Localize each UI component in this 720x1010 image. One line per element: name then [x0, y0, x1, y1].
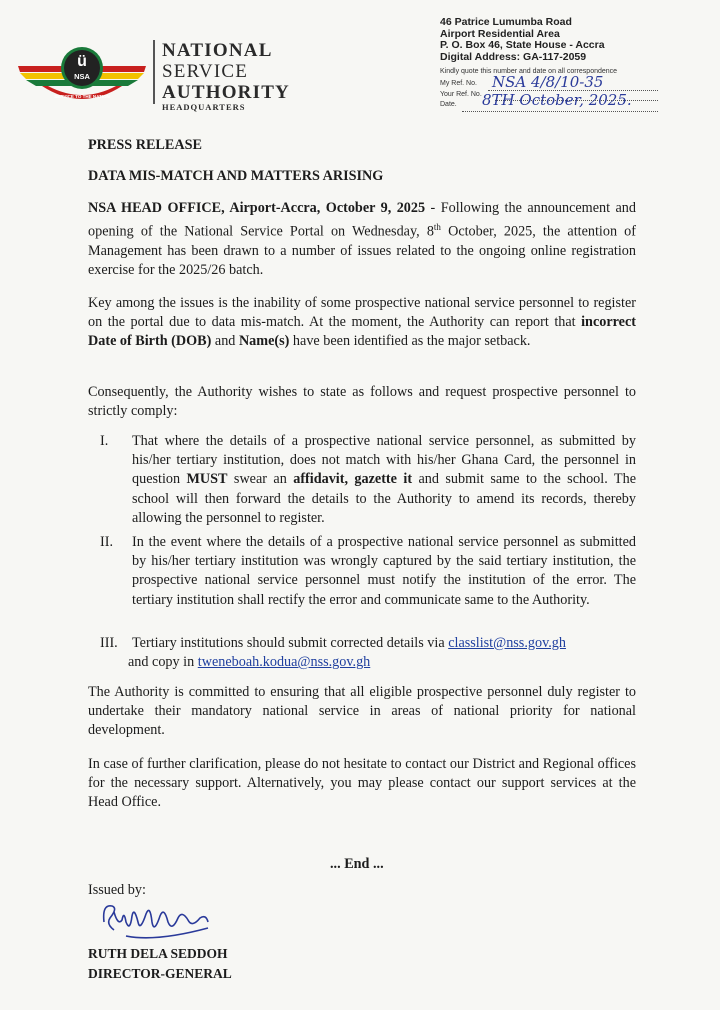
- svg-text:ü: ü: [77, 53, 87, 70]
- item-text: In the event where the details of a prospective national service personnel as submitted by his/her tertiary institution was wrongly captured by the said tertiary institution, the prospective national service personnel must notify the institution of the error. The tertiary institution shall rectify the error and communicate same to the Authority.: [132, 534, 636, 608]
- item-text: That where the details of a prospective national service personnel, as submitted by his/her tertiary institution, does not match with his/her Ghana Card, the personnel in question MUST swear an affidavit, gazette it and submit same to the school. The school will then forward the details to the Authority to amend its records, thereby allowing the personnel to register.: [132, 433, 636, 526]
- paragraph-5: In case of further clarification, please do not hesitate to contact our District and Regional offices for the necessary support. Alternatively, you may please contact our support services at the Head Office.: [88, 756, 636, 811]
- svg-text:SERVICE TO THE NATION: SERVICE TO THE NATION: [54, 94, 110, 99]
- postal-address: 46 Patrice Lumumba Road Airport Residential Area P. O. Box 46, State House - Accra Digital Address: GA-117-2059: [440, 16, 605, 63]
- nsa-logo: [16, 42, 148, 104]
- item-text: Tertiary institutions should submit corrected details via classlist@nss.gov.gh and copy in tweneboah.kodua@nss.gov.gh: [128, 635, 566, 671]
- classlist-email-link[interactable]: classlist@nss.gov.gh: [448, 635, 566, 651]
- signer-title: DIRECTOR-GENERAL: [88, 966, 232, 981]
- quote-note: Kindly quote this number and date on all correspondence: [440, 68, 618, 75]
- end-marker: ... End ...: [330, 856, 384, 872]
- signature: [96, 892, 216, 947]
- org-name: NATIONAL SERVICE AUTHORITY HEADQUARTERS: [162, 40, 290, 112]
- date-line: [462, 110, 658, 112]
- paragraph-2: Key among the issues is the inability of some prospective national service personnel to register on the portal due to data mis-match. At the moment, the Authority can report that incorrect Date of Birth (DOB) and Name(s) have been identified as the major setback.: [88, 295, 636, 350]
- my-ref-value: NSA 4/8/10-35: [492, 73, 604, 91]
- tweneboah-email-link[interactable]: tweneboah.kodua@nss.gov.gh: [197, 654, 371, 671]
- item-number: I.: [100, 433, 109, 449]
- my-ref-label: My Ref. No.: [440, 80, 477, 87]
- signer-name: RUTH DELA SEDDOH: [88, 946, 228, 961]
- item-number: II.: [100, 534, 113, 550]
- header-divider: [153, 40, 155, 104]
- date-label: Date.: [440, 101, 457, 108]
- paragraph-1: NSA HEAD OFFICE, Airport-Accra, October 9, 2025 - Following the announcement and opening of the National Service Portal on Wednesday, 8th October, 2025, the attention of Management has been drawn to a number of issues related to the ongoing online registration exercise for the 2025/26 batch.: [88, 200, 636, 279]
- date-value: 8TH October, 2025.: [482, 91, 632, 109]
- your-ref-label: Your Ref. No.: [440, 91, 482, 98]
- paragraph-3: Consequently, the Authority wishes to state as follows and request prospective personnel to strictly comply:: [88, 384, 636, 420]
- item-number: III.: [100, 635, 118, 651]
- doc-title: PRESS RELEASE: [88, 137, 202, 153]
- issued-by-label: Issued by:: [88, 882, 146, 898]
- paragraph-4: The Authority is committed to ensuring that all eligible prospective personnel duly register to undertake their mandatory national service in areas of national priority for national development.: [88, 684, 636, 739]
- doc-subtitle: DATA MIS-MATCH AND MATTERS ARISING: [88, 168, 384, 184]
- signatory: [88, 944, 232, 984]
- svg-text:NSA: NSA: [74, 72, 90, 81]
